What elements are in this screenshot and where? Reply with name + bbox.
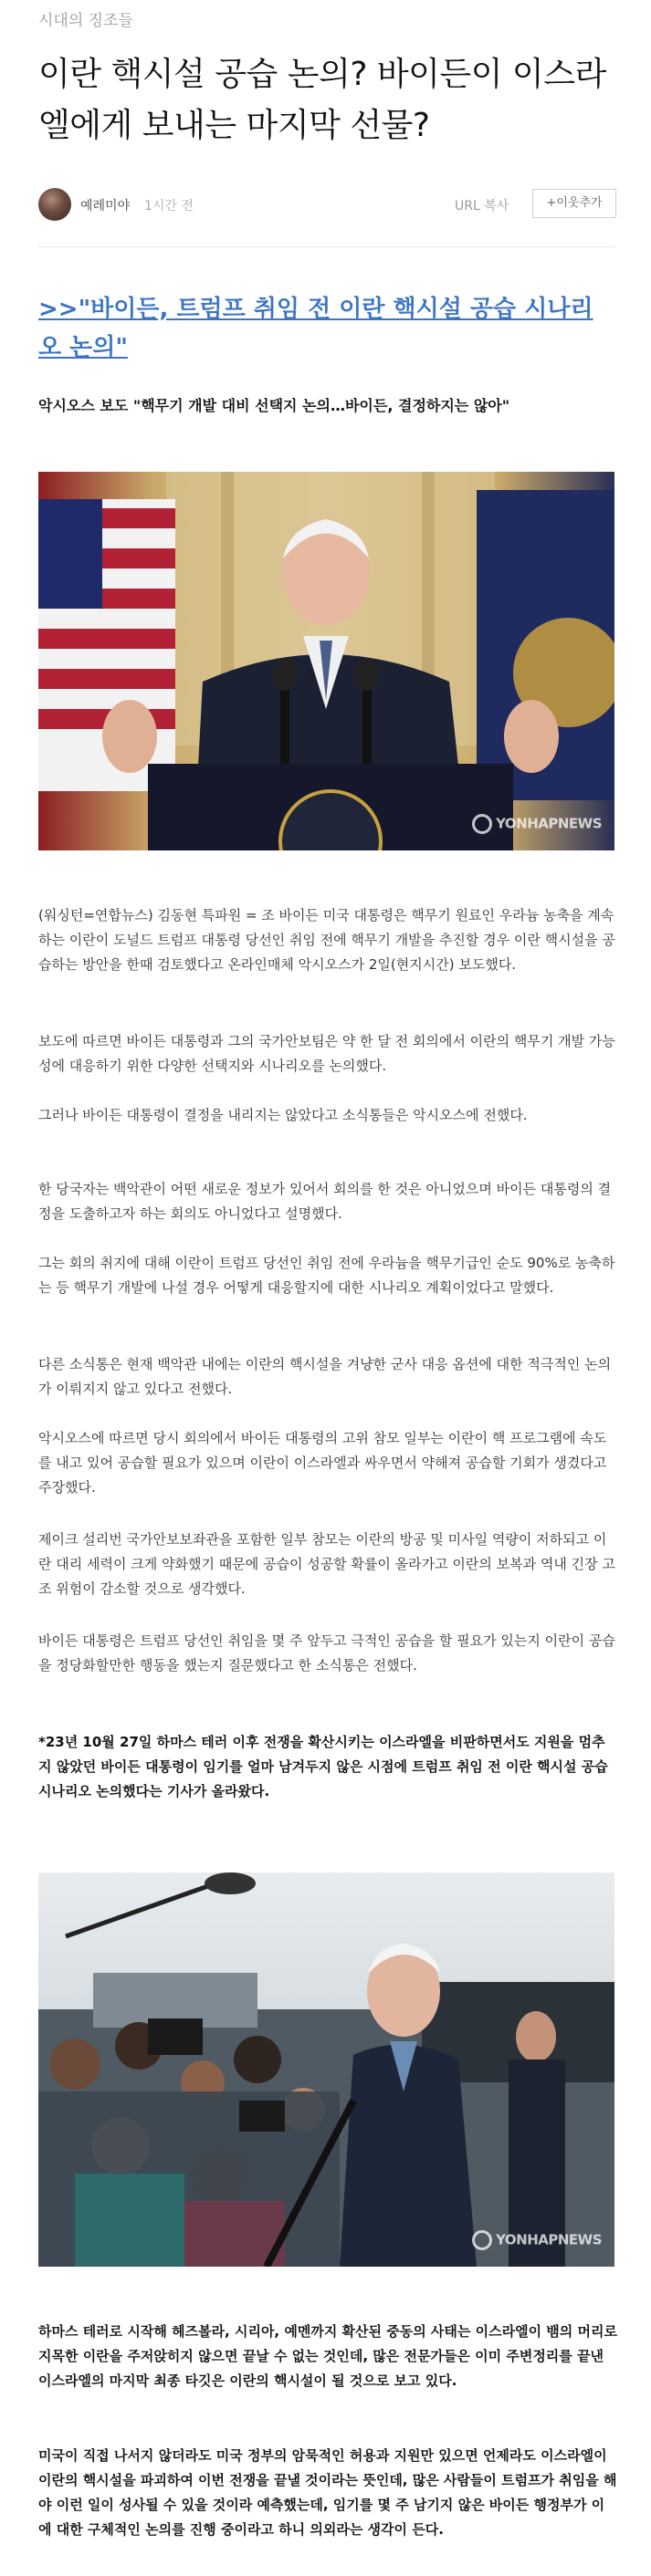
paragraph-commentary: 미국이 직접 나서지 않더라도 미국 정부의 암묵적인 허용과 지원만 있으면 언제라도 이스라엘이 이란의 핵시설을 파괴하여 이번 전쟁을 끝낼 것이라는 뜻인데, 많은 사람들이 트럼프가 취임을 해야 이런 일이 성사될 수 있을 것이라 예측했는데, 임기를 몇 주 남기지 않은 바이든 행정부가 이에 대한 구체적인 논의를 진행 중이라고 하니 의외라는 생각이 든다. [38, 2447, 617, 2538]
paragraph-commentary: 하마스 테러로 시작해 헤즈볼라, 시리아, 예멘까지 확산된 중동의 사태는 이스라엘이 뱀의 머리로 지목한 이란을 주저앉히지 않으면 끝날 수 없는 것인데, 많은 전문가들은 이미 주변정리를 끝낸 이스라엘의 마지막 최종 타깃은 이란의 핵시설이 될 것으로 보고 있다. [38, 2323, 617, 2389]
post-title: 이란 핵시설 공습 논의? 바이든이 이스라엘에게 보내는 마지막 선물? [38, 56, 606, 144]
paragraph: 그러나 바이든 대통령이 결정을 내리지는 않았다고 소식통들은 악시오스에 전했다. [38, 1107, 528, 1123]
paragraph: 한 당국자는 백악관이 어떤 새로운 정보가 있어서 회의를 한 것은 아니었으며 바이든 대통령의 결정을 도출하고자 하는 회의도 아니었다고 설명했다. [38, 1181, 612, 1222]
article-subhead: 악시오스 보도 "핵무기 개발 대비 선택지 논의…바이든, 결정하지는 않아" [38, 397, 510, 414]
add-neighbor-button[interactable]: +이웃추가 [532, 189, 616, 218]
blog-name[interactable]: 시대의 징조들 [38, 12, 133, 30]
author-name[interactable]: 예레미야 [80, 199, 131, 214]
divider [38, 246, 614, 247]
article-photo-biden-reporters [38, 1872, 614, 2267]
paragraph: 보도에 따르면 바이든 대통령과 그의 국가안보팀은 약 한 달 전 회의에서 이란의 핵무기 개발 가능성에 대응하기 위한 다양한 선택지와 시나리오를 논의했다. [38, 1033, 615, 1074]
yonhap-logo-icon [472, 814, 492, 834]
watermark-text: YONHAPNEWS [496, 2231, 602, 2248]
article-photo-biden-podium [38, 472, 614, 850]
paragraph: (워싱턴=연합뉴스) 김동현 특파원 = 조 바이든 미국 대통령은 핵무기 원료인 우라늄 농축을 계속하는 이란이 도널드 트럼프 대통령 당선인 취임 전에 핵무기 개발을 추진할 경우 이란 핵시설을 공습하는 방안을 한때 검토했다고 온라인매체 악시오스가 2일(현지시간) 보도했다. [38, 907, 615, 973]
photo-illustration [38, 472, 614, 850]
post-time: 1시간 전 [144, 199, 194, 214]
yonhap-logo-icon [472, 2230, 492, 2250]
paragraph: 악시오스에 따르면 당시 회의에서 바이든 대통령의 고위 참모 일부는 이란이 핵 프로그램에 속도를 내고 있어 공습할 필요가 있으며 이란이 이스라엘과 싸우면서 약해져 공습할 기회가 생겼다고 주장했다. [38, 1430, 607, 1496]
paragraph: 그는 회의 취지에 대해 이란이 트럼프 당선인 취임 전에 우라늄을 핵무기급인 순도 90%로 농축하는 등 핵무기 개발에 나설 경우 어떻게 대응할지에 대한 시나리오 계획이었다고 말했다. [38, 1255, 615, 1296]
paragraph: 바이든 대통령은 트럼프 당선인 취임을 몇 주 앞두고 극적인 공습을 할 필요가 있는지 이란이 공습을 정당화할만한 행동을 했는지 질문했다고 한 소식통은 전했다. [38, 1632, 615, 1674]
paragraph: 제이크 설리번 국가안보보좌관을 포함한 일부 참모는 이란의 방공 및 미사일 역량이 저하되고 이란 대리 세력이 크게 약화했기 때문에 공습이 성공할 확률이 올라가고 이란의 보복과 역내 긴장 고조 위험이 감소할 것으로 생각했다. [38, 1531, 615, 1597]
url-copy-button[interactable]: URL 복사 [455, 199, 509, 214]
photo-watermark [472, 814, 602, 834]
article-headline-link[interactable]: >>"바이든, 트럼프 취임 전 이란 핵시설 공습 시나리오 논의" [38, 296, 593, 361]
photo-illustration [38, 1872, 614, 2267]
avatar[interactable] [38, 188, 71, 221]
photo-watermark [472, 2230, 602, 2250]
paragraph-commentary: *23년 10월 27일 하마스 테러 이후 전쟁을 확산시키는 이스라엘을 비판하면서도 지원을 멈추지 않았던 바이든 대통령이 임기를 얼마 남겨두지 않은 시점에 트럼프 취임 전 이란 핵시설 공습 시나리오 논의했다는 기사가 올라왔다. [38, 1734, 608, 1799]
post-meta [38, 188, 614, 221]
paragraph: 다른 소식통은 현재 백악관 내에는 이란의 핵시설을 겨냥한 군사 대응 옵션에 대한 적극적인 논의가 이뤄지지 않고 있다고 전했다. [38, 1356, 612, 1397]
watermark-text: YONHAPNEWS [496, 815, 602, 832]
